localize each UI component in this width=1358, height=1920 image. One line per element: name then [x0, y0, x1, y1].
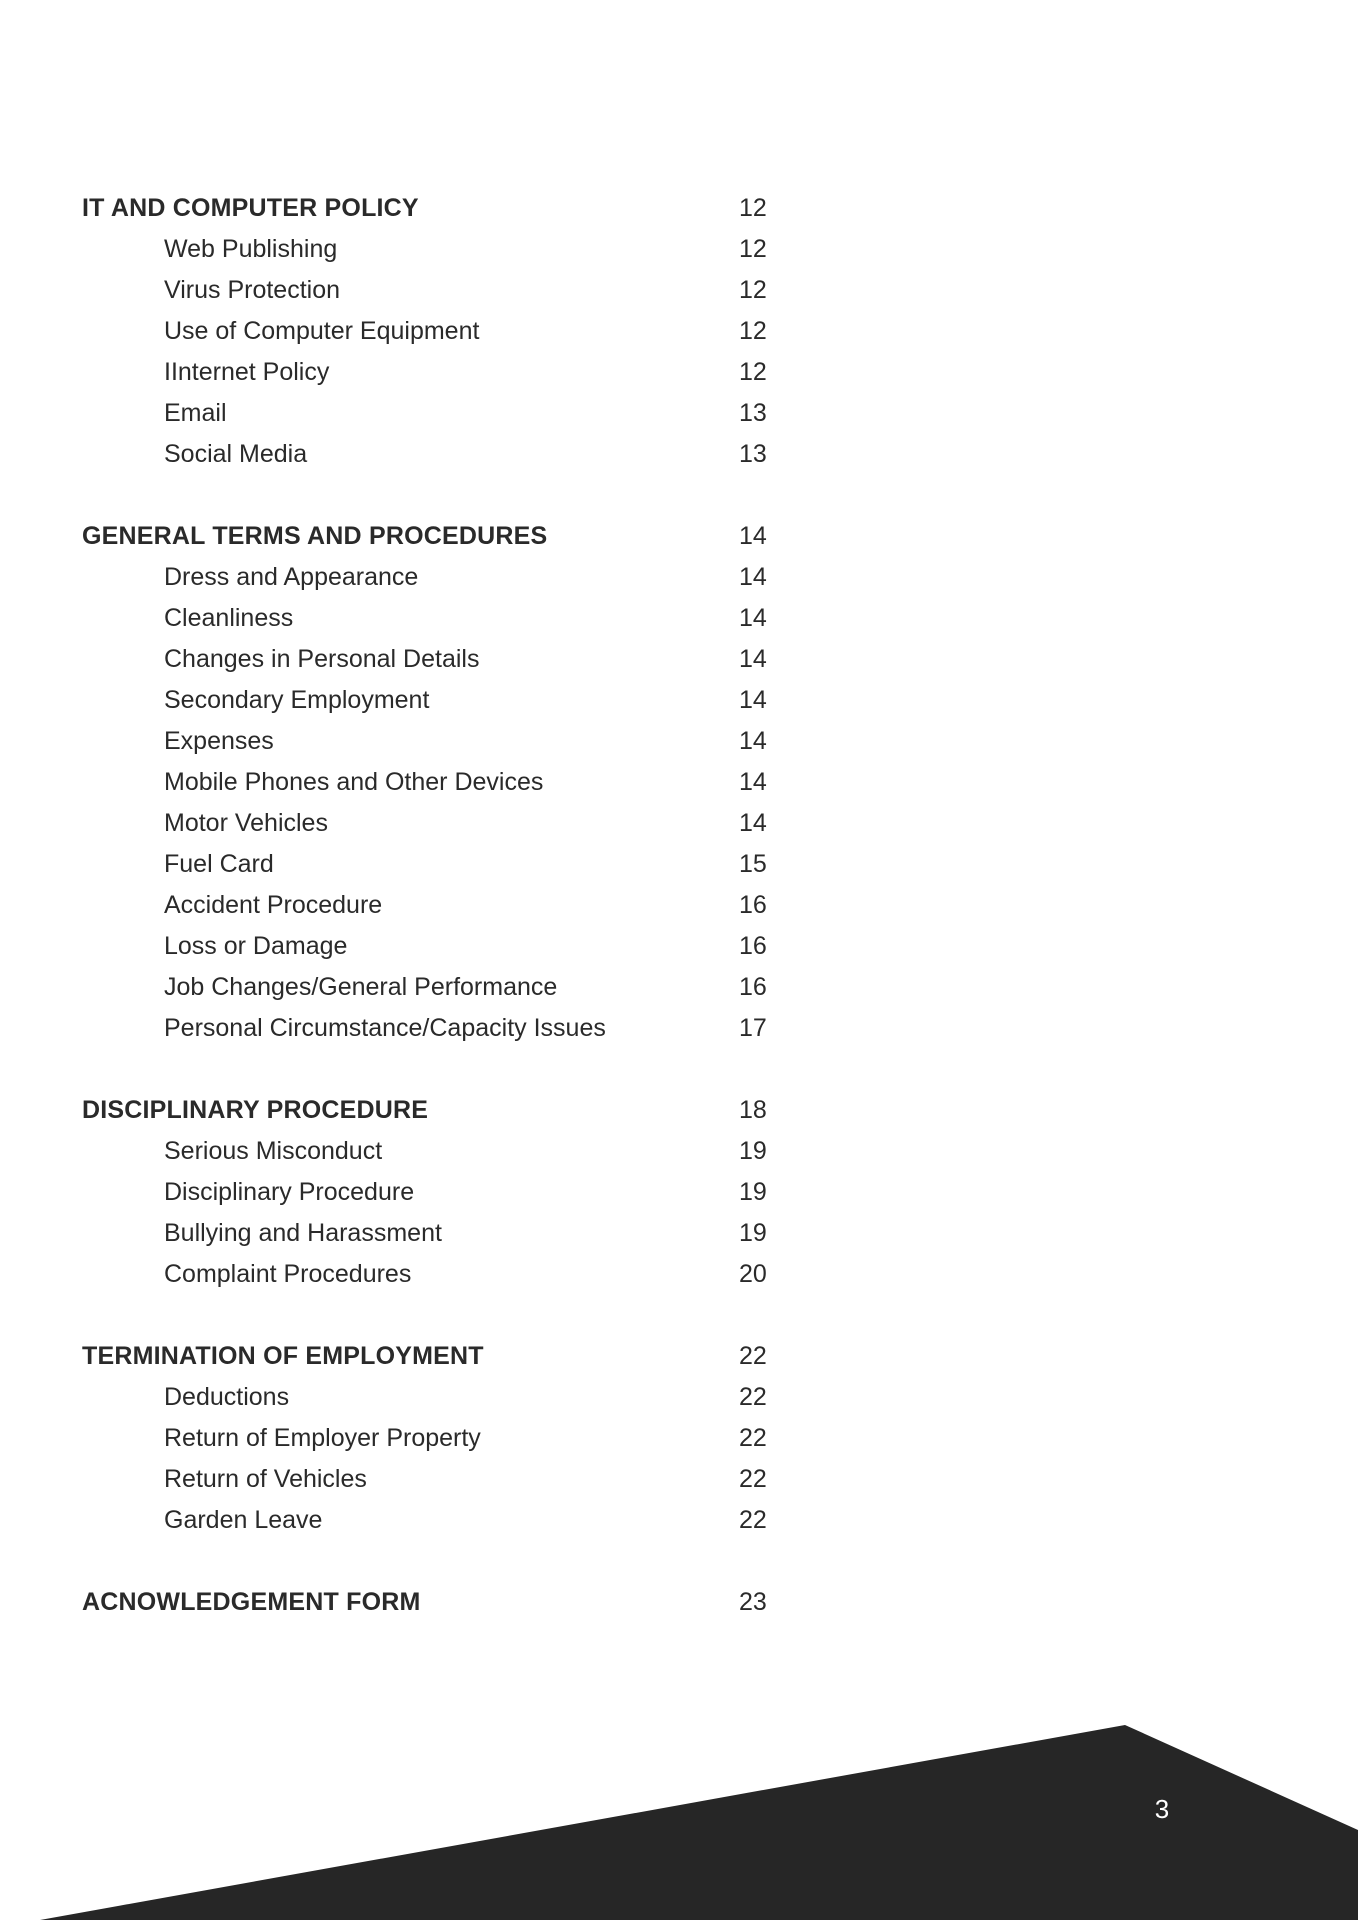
entry-label: Personal Circumstance/Capacity Issues — [164, 1014, 606, 1042]
entry-label: Complaint Procedures — [164, 1260, 412, 1288]
entry-label: Garden Leave — [164, 1506, 323, 1534]
page-number-ref: 13 — [739, 399, 767, 427]
page-number-ref: 16 — [739, 891, 767, 919]
page-number-ref: 22 — [739, 1506, 767, 1534]
page-number-ref: 23 — [739, 1588, 767, 1616]
entry-label: Bullying and Harassment — [164, 1219, 442, 1247]
entry-label: Dress and Appearance — [164, 563, 419, 591]
entry-label: Cleanliness — [164, 604, 294, 632]
page-number-ref: 22 — [739, 1342, 767, 1370]
section-title: ACNOWLEDGEMENT FORM — [82, 1588, 421, 1616]
page-number-ref: 12 — [739, 276, 767, 304]
entry-label: Deductions — [164, 1383, 290, 1411]
entry-label: Job Changes/General Performance — [164, 973, 558, 1001]
page-number-ref: 18 — [739, 1096, 767, 1124]
page-number-ref: 22 — [739, 1465, 767, 1493]
entry-label: Return of Employer Property — [164, 1424, 481, 1452]
page-number-ref: 19 — [739, 1137, 767, 1165]
page-number-ref: 14 — [739, 686, 767, 714]
entry-label: Motor Vehicles — [164, 809, 328, 837]
entry-label: Email — [164, 399, 227, 427]
page-number-ref: 15 — [739, 850, 767, 878]
page-number-ref: 13 — [739, 440, 767, 468]
page-number: 3 — [1154, 1794, 1170, 1824]
page-number-ref: 14 — [739, 768, 767, 796]
page-number-ref: 14 — [739, 727, 767, 755]
page-number-ref: 22 — [739, 1424, 767, 1452]
page-number-ref: 16 — [739, 973, 767, 1001]
page-number-ref: 12 — [739, 235, 767, 263]
entry-label: Secondary Employment — [164, 686, 430, 714]
page-number-ref: 16 — [739, 932, 767, 960]
page-number-ref: 19 — [739, 1219, 767, 1247]
entry-label: Return of Vehicles — [164, 1465, 367, 1493]
entry-label: Social Media — [164, 440, 308, 468]
entry-label: Expenses — [164, 727, 274, 755]
entry-label: Fuel Card — [164, 850, 274, 878]
page-number-ref: 12 — [739, 317, 767, 345]
page-number-ref: 14 — [739, 563, 767, 591]
entry-label: Mobile Phones and Other Devices — [164, 768, 544, 796]
page-number-ref: 19 — [739, 1178, 767, 1206]
page-number-ref: 14 — [739, 522, 767, 550]
entry-label: Web Publishing — [164, 235, 338, 263]
page-number-ref: 20 — [739, 1260, 767, 1288]
entry-label: IInternet Policy — [164, 358, 330, 386]
section-title: IT AND COMPUTER POLICY — [82, 194, 419, 222]
entry-label: Use of Computer Equipment — [164, 317, 480, 345]
entry-label: Serious Misconduct — [164, 1137, 383, 1165]
entry-label: Disciplinary Procedure — [164, 1178, 415, 1206]
section-title: DISCIPLINARY PROCEDURE — [82, 1096, 429, 1124]
page-number-ref: 17 — [739, 1014, 767, 1042]
page-number-ref: 22 — [739, 1383, 767, 1411]
page-number-ref: 14 — [739, 604, 767, 632]
page-number-ref: 14 — [739, 809, 767, 837]
section-title: GENERAL TERMS AND PROCEDURES — [82, 522, 548, 550]
entry-label: Virus Protection — [164, 276, 341, 304]
entry-label: Accident Procedure — [164, 891, 383, 919]
page-number-ref: 12 — [739, 194, 767, 222]
entry-label: Changes in Personal Details — [164, 645, 480, 673]
section-title: TERMINATION OF EMPLOYMENT — [82, 1342, 484, 1370]
page-number-ref: 12 — [739, 358, 767, 386]
page-number-ref: 14 — [739, 645, 767, 673]
entry-label: Loss or Damage — [164, 932, 348, 960]
